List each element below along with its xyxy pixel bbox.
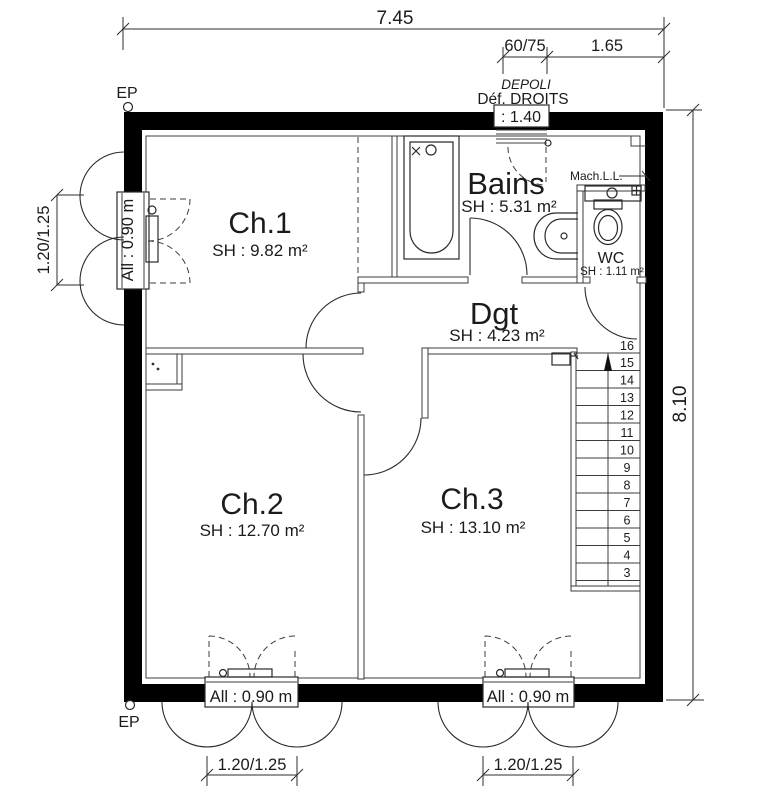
radiator	[505, 669, 549, 677]
room-bains-name: Bains	[467, 166, 545, 201]
stair-step-number: 13	[620, 391, 634, 405]
shutter-arc	[438, 702, 528, 747]
dim-window-sill: : 1.40	[500, 109, 542, 126]
room-wc-name: WC	[597, 250, 625, 267]
dim-top-window: 60/75	[504, 37, 546, 55]
ep-label-top: EP	[116, 85, 138, 102]
stair-up-arrow	[604, 353, 612, 371]
room-dgt-name: Dgt	[469, 296, 519, 331]
dim-overall-height: 8.10	[670, 385, 691, 423]
dim-overall-width: 7.45	[376, 8, 414, 29]
stair-step-number: 5	[623, 531, 631, 545]
stair-step-number: 15	[620, 356, 634, 370]
dimension-lines	[51, 17, 704, 786]
stair-step-number: 16	[620, 339, 634, 353]
dim-bottom-right-window: 1.20/1.25	[493, 756, 563, 774]
stair-step-number: 4	[623, 548, 631, 563]
stair-step-number: 8	[623, 478, 631, 493]
ep-label-bottom: EP	[118, 714, 140, 731]
stair-step-number: 6	[623, 513, 631, 528]
room-ch1-name: Ch.1	[228, 207, 292, 240]
left-window-label: All : 0.90 m	[119, 198, 137, 282]
shutter-arc	[162, 702, 252, 747]
room-ch3-area: SH : 13.10 m²	[420, 518, 526, 537]
shutter-arc	[528, 702, 618, 747]
stair-step-number: 9	[623, 461, 631, 475]
mach-ll-label: Mach.L.L.	[570, 169, 623, 183]
stair-step-number: 14	[620, 373, 634, 388]
sink	[534, 213, 578, 259]
stair-step-number: 12	[620, 408, 634, 423]
stair-step-number: 3	[623, 566, 631, 580]
bathtub	[404, 136, 459, 259]
door-swings	[303, 218, 637, 475]
annotation-texts	[116, 77, 622, 731]
bottom-right-window-label: All : 0.90 m	[486, 688, 570, 706]
room-ch2-name: Ch.2	[220, 488, 284, 521]
duct-marks	[152, 363, 160, 371]
stair-step-number: 11	[620, 426, 634, 440]
room-wc-area: SH : 1.11 m²	[580, 266, 644, 278]
room-ch3-name: Ch.3	[440, 483, 504, 516]
dim-left-window: 1.20/1.25	[35, 205, 53, 275]
depoli-label: DEPOLI	[501, 77, 551, 92]
interior-walls	[146, 136, 646, 679]
shutter-arc	[252, 702, 342, 747]
def-droits-label: Déf. DROITS	[477, 91, 569, 108]
room-ch1-area: SH : 9.82 m²	[212, 241, 308, 260]
toilet	[594, 200, 622, 245]
room-dgt-area: SH : 4.23 m²	[449, 326, 545, 345]
window-labels	[119, 199, 569, 706]
dim-bottom-left-window: 1.20/1.25	[217, 756, 287, 774]
staircase	[576, 339, 640, 586]
room-ch2-area: SH : 12.70 m²	[199, 521, 305, 540]
dim-top-right: 1.65	[590, 37, 624, 55]
room-bains-area: SH : 5.31 m²	[461, 197, 557, 216]
stair-step-number: 7	[623, 496, 631, 510]
bottom-left-window-label: All : 0.90 m	[209, 688, 293, 706]
stair-step-number: 10	[620, 443, 634, 458]
